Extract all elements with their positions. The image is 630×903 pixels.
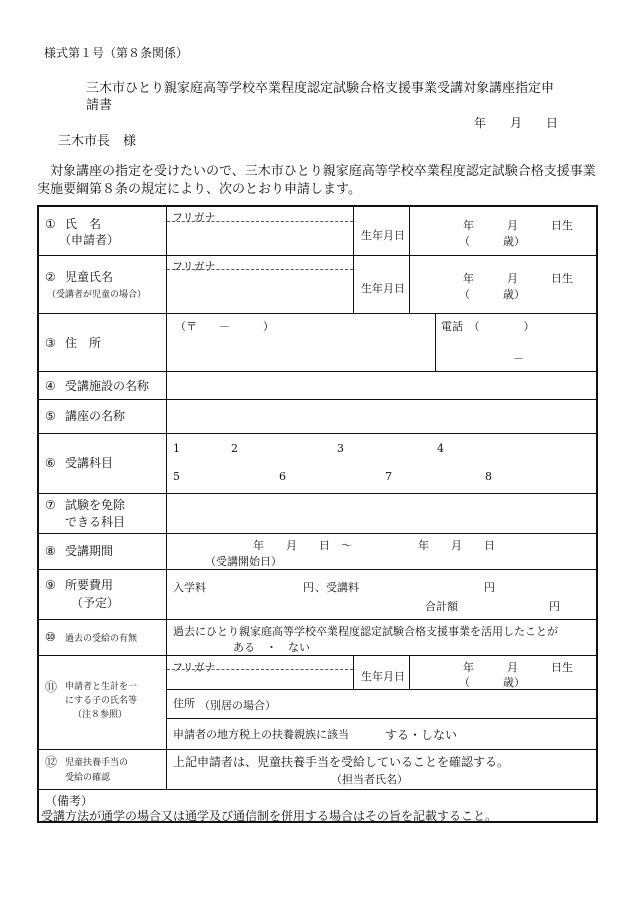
- applicant-name-label: 氏 名: [65, 217, 102, 231]
- past-use-answer[interactable]: ある ・ ない: [233, 641, 310, 654]
- row-subjects: [39, 433, 596, 493]
- phone-number[interactable]: －: [513, 352, 524, 365]
- form-title: 三木市ひとり親家庭高等学校卒業程度認定試験合格支援事業受講対象講座指定申請書: [86, 81, 555, 113]
- household-address-note: （別居の場合）: [199, 699, 276, 712]
- child-name-label: 児童氏名: [65, 270, 114, 284]
- row-number: ⑫: [45, 755, 58, 769]
- subject-6[interactable]: 6: [279, 470, 286, 483]
- applicant-age[interactable]: （ 歳）: [459, 235, 525, 248]
- subject-8[interactable]: 8: [485, 470, 492, 483]
- row-number: ⑩: [45, 630, 56, 644]
- tax-dependent-label: 申請者の地方税上の扶養親族に該当: [173, 728, 349, 741]
- dob-label: 生年月日: [361, 670, 405, 683]
- address-label: 住 所: [65, 336, 102, 350]
- period-range[interactable]: 年 月 日 ～ 年 月 日: [253, 539, 495, 552]
- application-statement: 対象講座の指定を受けたいので、三木市ひとり親家庭高等学校卒業程度認定試験合格支援事業実施要綱第８条の規定により、次のとおり申請します。: [37, 164, 596, 197]
- row-exempt-subjects: [39, 493, 596, 533]
- row-applicant: [39, 207, 596, 255]
- row-number: ①: [45, 217, 56, 231]
- furigana-label: フリガナ: [172, 661, 216, 674]
- application-date: 年 月 日: [474, 116, 559, 130]
- tax-dependent-answer[interactable]: する・しない: [385, 728, 458, 742]
- admission-fee-yen[interactable]: 円: [303, 581, 314, 594]
- postal-code[interactable]: （〒 － ）: [175, 320, 274, 333]
- subject-5[interactable]: 5: [173, 470, 180, 483]
- row-number: ②: [45, 270, 56, 284]
- subject-3[interactable]: 3: [337, 442, 344, 455]
- course-field[interactable]: [167, 400, 596, 433]
- form-number: 様式第１号（第８条関係）: [44, 46, 189, 60]
- allowance-confirmation-text: 上記申請者は、児童扶養手当を受給していることを確認する。: [173, 755, 510, 769]
- household-child-age[interactable]: （ 歳）: [459, 676, 525, 689]
- household-address-field[interactable]: [167, 690, 596, 718]
- exempt-label: 試験を免除: [65, 498, 126, 512]
- dob-label: 生年月日: [361, 229, 405, 242]
- child-sub-label: （受講者が児童の場合）: [47, 290, 147, 300]
- row-course: [39, 399, 596, 433]
- exempt-label-2: できる科目: [65, 515, 126, 529]
- facility-field[interactable]: [167, 372, 596, 399]
- row-cost: [39, 569, 596, 619]
- row-number: ③: [45, 336, 56, 350]
- facility-label: 受講施設の名称: [65, 379, 150, 393]
- row-period: [39, 533, 596, 569]
- household-label-2: にする子の氏名等: [65, 696, 138, 706]
- row-number: ⑤: [45, 409, 56, 423]
- tuition-fee-yen[interactable]: 円: [484, 581, 495, 594]
- household-address-label: 住所: [173, 697, 195, 710]
- addressee: 三木市長 様: [58, 134, 137, 149]
- period-start-note: （受講開始日）: [205, 555, 282, 568]
- subject-2[interactable]: 2: [231, 442, 238, 455]
- past-use-question: 過去にひとり親家庭高等学校卒業程度認定試験合格支援事業を活用したことが: [173, 625, 558, 638]
- allowance-label: 児童扶養手当の: [65, 758, 129, 768]
- cost-label: 所要費用: [65, 578, 114, 592]
- furigana-label: フリガナ: [172, 211, 216, 224]
- applicant-sub-label: （申請者）: [59, 233, 120, 247]
- staff-name-label[interactable]: （担当者氏名）: [331, 773, 408, 786]
- remarks-title: （備考）: [45, 794, 94, 808]
- course-label: 講座の名称: [65, 409, 126, 423]
- furigana-label: フリガナ: [172, 260, 216, 273]
- row-allowance-confirmation: [39, 749, 596, 789]
- past-use-label: 過去の受給の有無: [65, 634, 138, 644]
- subject-4[interactable]: 4: [437, 442, 444, 455]
- household-child-dob[interactable]: 年 月 日生: [463, 661, 573, 674]
- row-past-use: [39, 619, 596, 655]
- subject-1[interactable]: 1: [173, 442, 180, 455]
- total-label: 合計額: [425, 600, 458, 613]
- tuition-fee-label: 、受講料: [315, 581, 359, 594]
- row-number: ⑥: [45, 456, 56, 470]
- child-age[interactable]: （ 歳）: [459, 288, 525, 301]
- row-number: ⑧: [45, 544, 56, 558]
- subjects-label: 受講科目: [65, 456, 114, 470]
- application-form-table: [37, 205, 598, 823]
- row-number: ⑪: [45, 680, 58, 694]
- household-label: 申請者と生計を一: [65, 682, 138, 692]
- row-household-child: [39, 655, 596, 749]
- remarks-text: 受講方法が通学の場合又は通学及び通信制を併用する場合はその旨を記載すること。: [41, 809, 498, 823]
- household-child-name-field[interactable]: [167, 670, 353, 688]
- remarks-section: [39, 789, 596, 821]
- cost-sub-label: （予定）: [71, 596, 120, 610]
- row-facility: [39, 371, 596, 399]
- row-number: ④: [45, 379, 56, 393]
- allowance-label-2: 受給の確認: [65, 773, 111, 783]
- admission-fee-label: 入学料: [173, 581, 206, 594]
- household-note: （注８参照）: [73, 710, 128, 720]
- row-number: ⑦: [45, 498, 56, 512]
- period-label: 受講期間: [65, 544, 114, 558]
- applicant-dob[interactable]: 年 月 日生: [463, 219, 573, 232]
- child-name-field[interactable]: [167, 270, 353, 312]
- child-dob[interactable]: 年 月 日生: [463, 272, 573, 285]
- exempt-subjects-field[interactable]: [167, 494, 596, 533]
- dob-label: 生年月日: [361, 282, 405, 295]
- phone-label: 電話 （ ）: [441, 320, 535, 333]
- row-child: [39, 255, 596, 313]
- applicant-name-field[interactable]: [167, 222, 353, 254]
- total-yen[interactable]: 円: [549, 600, 560, 613]
- subject-7[interactable]: 7: [385, 470, 392, 483]
- address-field[interactable]: [167, 314, 435, 371]
- row-number: ⑨: [45, 578, 56, 592]
- row-address: [39, 313, 596, 371]
